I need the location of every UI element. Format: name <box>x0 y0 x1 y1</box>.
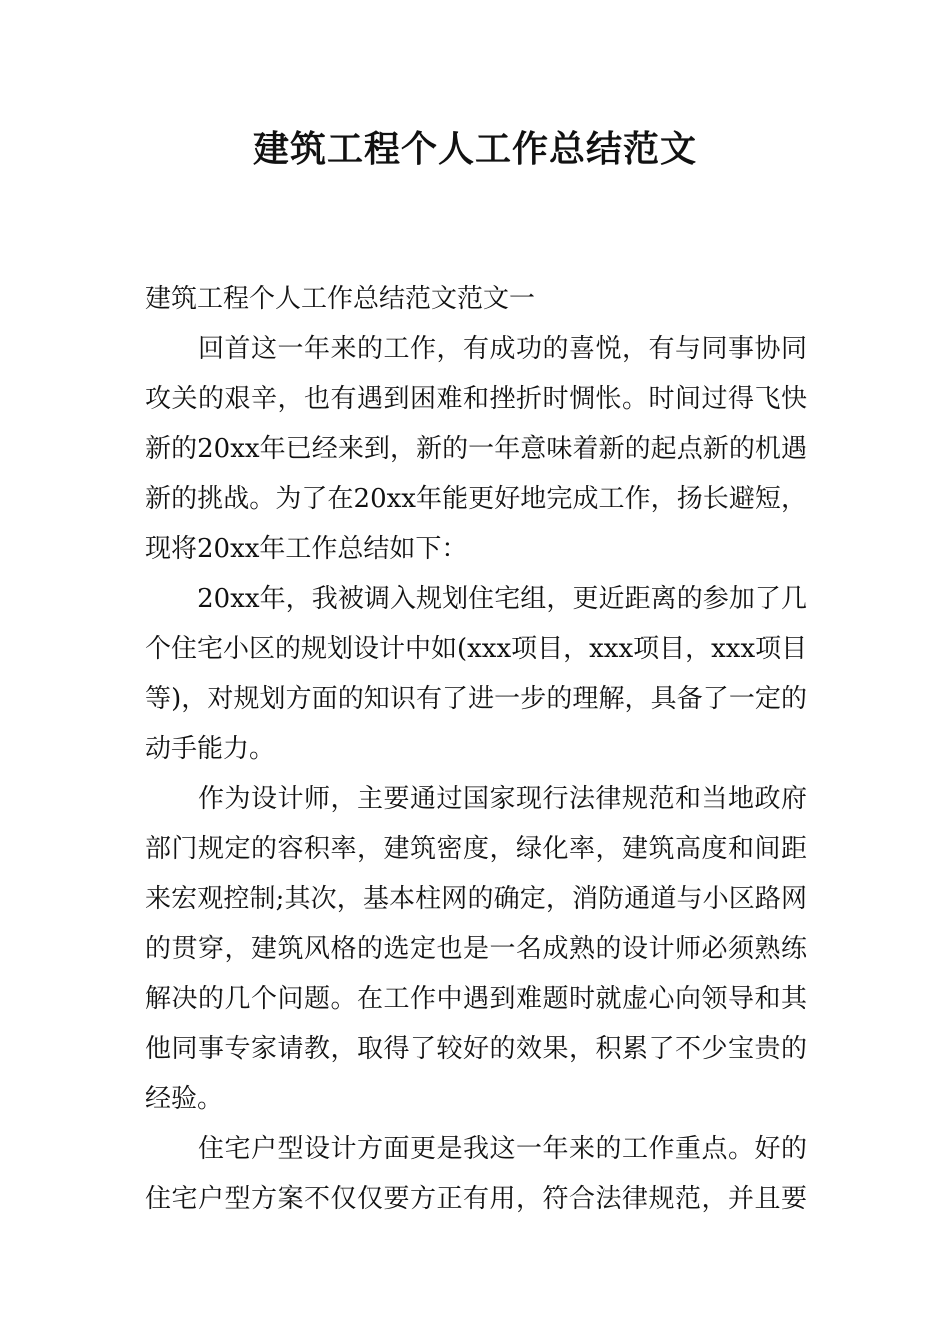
paragraph-line: 等)，对规划方面的知识有了进一步的理解，具备了一定的 <box>145 684 807 714</box>
paragraph-line: 住宅户型设计方面更是我这一年来的工作重点。好的 <box>145 1134 807 1164</box>
paragraph-line: 部门规定的容积率，建筑密度，绿化率，建筑高度和间距 <box>145 834 807 864</box>
paragraph-line: 新的20xx年已经来到，新的一年意味着新的起点新的机遇 <box>145 434 807 464</box>
paragraph-line: 回首这一年来的工作，有成功的喜悦，有与同事协同 <box>145 334 807 364</box>
paragraph-line: 新的挑战。为了在20xx年能更好地完成工作，扬长避短， <box>145 484 807 514</box>
paragraph-line: 他同事专家请教，取得了较好的效果，积累了不少宝贵的 <box>145 1034 807 1064</box>
paragraph-3 <box>145 774 807 1124</box>
paragraph-line: 来宏观控制;其次，基本柱网的确定，消防通道与小区路网 <box>145 884 807 914</box>
paragraph-1 <box>145 324 807 574</box>
paragraph-line: 作为设计师，主要通过国家现行法律规范和当地政府 <box>145 784 807 814</box>
paragraph-4 <box>145 1124 807 1224</box>
paragraph-line: 住宅户型方案不仅仅要方正有用，符合法律规范，并且要 <box>145 1184 807 1214</box>
document-title: 建筑工程个人工作总结范文 <box>252 129 697 170</box>
paragraph-line: 现将20xx年工作总结如下： <box>145 534 468 564</box>
paragraph-line: 解决的几个问题。在工作中遇到难题时就虚心向领导和其 <box>145 984 807 1014</box>
paragraph-line: 20xx年，我被调入规划住宅组，更近距离的参加了几 <box>145 584 807 614</box>
paragraph-2 <box>145 574 807 774</box>
paragraph-line: 攻关的艰辛，也有遇到困难和挫折时惆怅。时间过得飞快 <box>145 384 807 414</box>
section-subheading: 建筑工程个人工作总结范文范文一 <box>145 284 536 314</box>
document-body <box>145 274 807 1224</box>
paragraph-line: 的贯穿，建筑风格的选定也是一名成熟的设计师必须熟练 <box>145 934 807 964</box>
paragraph-line: 动手能力。 <box>145 734 276 764</box>
paragraph-line: 经验。 <box>145 1084 224 1114</box>
paragraph-line: 个住宅小区的规划设计中如(xxx项目，xxx项目，xxx项目 <box>145 634 808 664</box>
